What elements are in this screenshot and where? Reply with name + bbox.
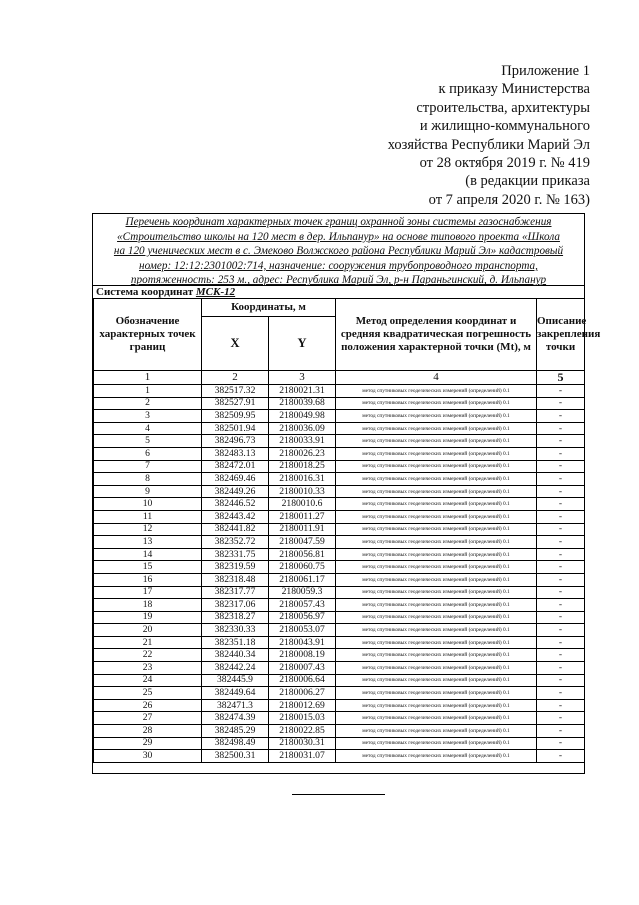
table-row: [94, 485, 585, 498]
x-coordinate: 382330.33: [202, 624, 269, 637]
description-cell: -: [537, 712, 585, 725]
y-coordinate: 2180030.31: [269, 737, 336, 750]
table-row: [94, 636, 585, 649]
point-number: 20: [94, 624, 202, 637]
y-coordinate: 2180033.91: [269, 435, 336, 448]
point-number: 25: [94, 687, 202, 700]
x-coordinate: 382351.18: [202, 636, 269, 649]
method-cell: метод спутниковых геодезических измерений (определений) 0.1: [336, 422, 537, 435]
table-row: [94, 586, 585, 599]
description-cell: -: [537, 699, 585, 712]
point-number: 27: [94, 712, 202, 725]
point-number: 13: [94, 536, 202, 549]
y-coordinate: 2180031.07: [269, 750, 336, 763]
method-cell: метод спутниковых геодезических измерений (определений) 0.1: [336, 460, 537, 473]
header-line: хозяйства Республики Марий Эл: [387, 136, 590, 153]
table-row: [94, 662, 585, 675]
point-number: 18: [94, 599, 202, 612]
y-coordinate: 2180010.33: [269, 485, 336, 498]
method-cell: метод спутниковых геодезических измерений (определений) 0.1: [336, 687, 537, 700]
point-number: 2: [94, 397, 202, 410]
description-cell: -: [537, 523, 585, 536]
x-coordinate: 382500.31: [202, 750, 269, 763]
table-row: [94, 397, 585, 410]
point-number: 1: [94, 385, 202, 398]
col-method-header: Метод определения координат и средняя квадратическая погрешность положения характерной точки (Mt), м: [336, 299, 537, 371]
end-rule: [292, 794, 385, 795]
header-line: Приложение 1: [501, 63, 590, 79]
description-cell: -: [537, 385, 585, 398]
x-coordinate: 382496.73: [202, 435, 269, 448]
point-number: 16: [94, 573, 202, 586]
description-cell: -: [537, 498, 585, 511]
table-row: [94, 712, 585, 725]
y-coordinate: 2180060.75: [269, 561, 336, 574]
method-cell: метод спутниковых геодезических измерений (определений) 0.1: [336, 699, 537, 712]
y-coordinate: 2180012.69: [269, 699, 336, 712]
table-row: [94, 649, 585, 662]
x-coordinate: 382483.13: [202, 447, 269, 460]
col-number: 3: [269, 371, 336, 385]
title-line: Перечень координат характерных точек границ охранной зоны системы газоснабжения: [125, 216, 552, 228]
description-cell: -: [537, 473, 585, 486]
x-coordinate: 382449.26: [202, 485, 269, 498]
table-row: [94, 498, 585, 511]
point-number: 22: [94, 649, 202, 662]
coordinates-rows: [94, 385, 585, 763]
point-number: 12: [94, 523, 202, 536]
point-number: 11: [94, 510, 202, 523]
col-number: 4: [336, 371, 537, 385]
point-number: 4: [94, 422, 202, 435]
table-row: [94, 725, 585, 738]
table-row: [94, 699, 585, 712]
x-coordinate: 382469.46: [202, 473, 269, 486]
x-coordinate: 382501.94: [202, 422, 269, 435]
method-cell: метод спутниковых геодезических измерений (определений) 0.1: [336, 485, 537, 498]
method-cell: метод спутниковых геодезических измерений (определений) 0.1: [336, 649, 537, 662]
x-coordinate: 382517.32: [202, 385, 269, 398]
table-row: [94, 674, 585, 687]
col-number: 5: [537, 371, 585, 385]
x-coordinate: 382441.82: [202, 523, 269, 536]
method-cell: метод спутниковых геодезических измерений (определений) 0.1: [336, 410, 537, 423]
description-cell: -: [537, 636, 585, 649]
method-cell: метод спутниковых геодезических измерений (определений) 0.1: [336, 447, 537, 460]
method-cell: метод спутниковых геодезических измерений (определений) 0.1: [336, 725, 537, 738]
method-cell: метод спутниковых геодезических измерений (определений) 0.1: [336, 611, 537, 624]
x-coordinate: 382449.64: [202, 687, 269, 700]
y-coordinate: 2180008.19: [269, 649, 336, 662]
y-coordinate: 2180047.59: [269, 536, 336, 549]
y-coordinate: 2180021.31: [269, 385, 336, 398]
col-number: 1: [94, 371, 202, 385]
x-coordinate: 382317.06: [202, 599, 269, 612]
y-coordinate: 2180056.97: [269, 611, 336, 624]
y-coordinate: 2180043.91: [269, 636, 336, 649]
method-cell: метод спутниковых геодезических измерений (определений) 0.1: [336, 599, 537, 612]
method-cell: метод спутниковых геодезических измерений (определений) 0.1: [336, 750, 537, 763]
x-coordinate: 382446.52: [202, 498, 269, 511]
description-cell: -: [537, 485, 585, 498]
method-cell: метод спутниковых геодезических измерений (определений) 0.1: [336, 397, 537, 410]
header-line: к приказу Министерства: [438, 81, 590, 98]
y-coordinate: 2180056.81: [269, 548, 336, 561]
description-cell: -: [537, 737, 585, 750]
description-cell: -: [537, 649, 585, 662]
table-row: [94, 750, 585, 763]
table-row: [94, 473, 585, 486]
x-coordinate: 382471.3: [202, 699, 269, 712]
point-number: 7: [94, 460, 202, 473]
point-number: 5: [94, 435, 202, 448]
description-cell: -: [537, 611, 585, 624]
x-coordinate: 382485.29: [202, 725, 269, 738]
table-row: [94, 599, 585, 612]
method-cell: метод спутниковых геодезических измерений (определений) 0.1: [336, 536, 537, 549]
description-cell: -: [537, 624, 585, 637]
x-coordinate: 382318.27: [202, 611, 269, 624]
document-title: [93, 214, 584, 286]
title-line: «Строительство школы на 120 мест в дер. Ильпанур» на основе типового проекта «Школа: [117, 230, 560, 243]
x-coordinate: 382318.48: [202, 573, 269, 586]
method-cell: метод спутниковых геодезических измерений (определений) 0.1: [336, 435, 537, 448]
table-row: [94, 410, 585, 423]
method-cell: метод спутниковых геодезических измерений (определений) 0.1: [336, 737, 537, 750]
x-coordinate: 382498.49: [202, 737, 269, 750]
table-row: [94, 548, 585, 561]
description-cell: -: [537, 435, 585, 448]
title-line: на 120 ученических мест в с. Эмеково Волжского района Республики Марий Эл» кадастровый: [113, 245, 564, 258]
point-number: 26: [94, 699, 202, 712]
method-cell: метод спутниковых геодезических измерений (определений) 0.1: [336, 636, 537, 649]
y-coordinate: 2180010.6: [269, 498, 336, 511]
x-coordinate: 382443.42: [202, 510, 269, 523]
point-number: 14: [94, 548, 202, 561]
point-number: 28: [94, 725, 202, 738]
y-coordinate: 2180049.98: [269, 410, 336, 423]
col-number: 2: [202, 371, 269, 385]
table-row: [94, 385, 585, 398]
description-cell: -: [537, 599, 585, 612]
description-cell: -: [537, 397, 585, 410]
y-coordinate: 2180057.43: [269, 599, 336, 612]
method-cell: метод спутниковых геодезических измерений (определений) 0.1: [336, 624, 537, 637]
description-cell: -: [537, 548, 585, 561]
description-cell: -: [537, 422, 585, 435]
y-coordinate: 2180018.25: [269, 460, 336, 473]
method-cell: метод спутниковых геодезических измерений (определений) 0.1: [336, 548, 537, 561]
point-number: 15: [94, 561, 202, 574]
description-cell: -: [537, 410, 585, 423]
col-y-header: Y: [269, 317, 336, 371]
coordinate-system-label: Система координат: [96, 286, 194, 298]
method-cell: метод спутниковых геодезических измерений (определений) 0.1: [336, 573, 537, 586]
y-coordinate: 2180006.27: [269, 687, 336, 700]
table-row: [94, 536, 585, 549]
table-row: [94, 624, 585, 637]
y-coordinate: 2180039.68: [269, 397, 336, 410]
method-cell: метод спутниковых геодезических измерений (определений) 0.1: [336, 510, 537, 523]
header-line: (в редакции приказа: [465, 173, 590, 190]
y-coordinate: 2180011.91: [269, 523, 336, 536]
description-cell: -: [537, 725, 585, 738]
y-coordinate: 2180006.64: [269, 674, 336, 687]
description-cell: -: [537, 447, 585, 460]
description-cell: -: [537, 662, 585, 675]
y-coordinate: 2180016.31: [269, 473, 336, 486]
point-number: 21: [94, 636, 202, 649]
x-coordinate: 382352.72: [202, 536, 269, 549]
x-coordinate: 382319.59: [202, 561, 269, 574]
y-coordinate: 2180053.07: [269, 624, 336, 637]
description-cell: -: [537, 586, 585, 599]
table-row: [94, 510, 585, 523]
description-cell: -: [537, 510, 585, 523]
description-cell: -: [537, 460, 585, 473]
header-line: от 28 октября 2019 г. № 419: [419, 155, 590, 172]
method-cell: метод спутниковых геодезических измерений (определений) 0.1: [336, 473, 537, 486]
coordinate-system: [96, 285, 235, 299]
point-number: 10: [94, 498, 202, 511]
y-coordinate: 2180036.09: [269, 422, 336, 435]
table-row: [94, 523, 585, 536]
table-row: [94, 460, 585, 473]
method-cell: метод спутниковых геодезических измерений (определений) 0.1: [336, 561, 537, 574]
y-coordinate: 2180011.27: [269, 510, 336, 523]
x-coordinate: 382509.95: [202, 410, 269, 423]
x-coordinate: 382442.24: [202, 662, 269, 675]
description-cell: -: [537, 674, 585, 687]
x-coordinate: 382474.39: [202, 712, 269, 725]
point-number: 29: [94, 737, 202, 750]
x-coordinate: 382440.34: [202, 649, 269, 662]
table-row: [94, 422, 585, 435]
x-coordinate: 382472.01: [202, 460, 269, 473]
point-number: 17: [94, 586, 202, 599]
method-cell: метод спутниковых геодезических измерений (определений) 0.1: [336, 674, 537, 687]
point-number: 24: [94, 674, 202, 687]
table-row: [94, 573, 585, 586]
header-line: строительства, архитектуры: [416, 99, 590, 116]
point-number: 8: [94, 473, 202, 486]
method-cell: метод спутниковых геодезических измерений (определений) 0.1: [336, 712, 537, 725]
method-cell: метод спутниковых геодезических измерений (определений) 0.1: [336, 523, 537, 536]
point-number: 23: [94, 662, 202, 675]
y-coordinate: 2180015.03: [269, 712, 336, 725]
x-coordinate: 382317.77: [202, 586, 269, 599]
method-cell: метод спутниковых геодезических измерений (определений) 0.1: [336, 385, 537, 398]
y-coordinate: 2180059.3: [269, 586, 336, 599]
point-number: 9: [94, 485, 202, 498]
description-cell: -: [537, 687, 585, 700]
table-row: [94, 447, 585, 460]
point-number: 30: [94, 750, 202, 763]
point-number: 6: [94, 447, 202, 460]
point-number: 3: [94, 410, 202, 423]
y-coordinate: 2180007.43: [269, 662, 336, 675]
method-cell: метод спутниковых геодезических измерений (определений) 0.1: [336, 586, 537, 599]
y-coordinate: 2180026.23: [269, 447, 336, 460]
appendix-header: [300, 62, 590, 209]
x-coordinate: 382331.75: [202, 548, 269, 561]
y-coordinate: 2180022.85: [269, 725, 336, 738]
method-cell: метод спутниковых геодезических измерений (определений) 0.1: [336, 662, 537, 675]
header-line: и жилищно-коммунального: [419, 118, 590, 135]
col-x-header: X: [202, 317, 269, 371]
title-line: протяженность: 253 м., адрес: Республика Марий Эл, р-н Параньгинский, д. Ильпанур: [130, 274, 547, 287]
table-row: [94, 737, 585, 750]
col-desc-header: Описание закрепления точки: [537, 299, 585, 371]
title-line: номер: 12:12:2301002:714, назначение: сооружения трубопроводного транспорта,: [139, 259, 538, 272]
coordinates-table: [93, 298, 601, 763]
header-line: от 7 апреля 2020 г. № 163): [428, 191, 590, 208]
description-cell: -: [537, 573, 585, 586]
table-row: [94, 435, 585, 448]
description-cell: -: [537, 561, 585, 574]
table-row: [94, 561, 585, 574]
point-number: 19: [94, 611, 202, 624]
description-cell: -: [537, 536, 585, 549]
table-row: [94, 687, 585, 700]
col-point-header: Обозначение характерных точек границ: [94, 299, 202, 371]
y-coordinate: 2180061.17: [269, 573, 336, 586]
coordinate-system-value: МСК-12: [195, 286, 236, 298]
col-coords-header: Координаты, м: [202, 299, 336, 317]
method-cell: метод спутниковых геодезических измерений (определений) 0.1: [336, 498, 537, 511]
x-coordinate: 382445.9: [202, 674, 269, 687]
x-coordinate: 382527.91: [202, 397, 269, 410]
description-cell: -: [537, 750, 585, 763]
table-row: [94, 611, 585, 624]
